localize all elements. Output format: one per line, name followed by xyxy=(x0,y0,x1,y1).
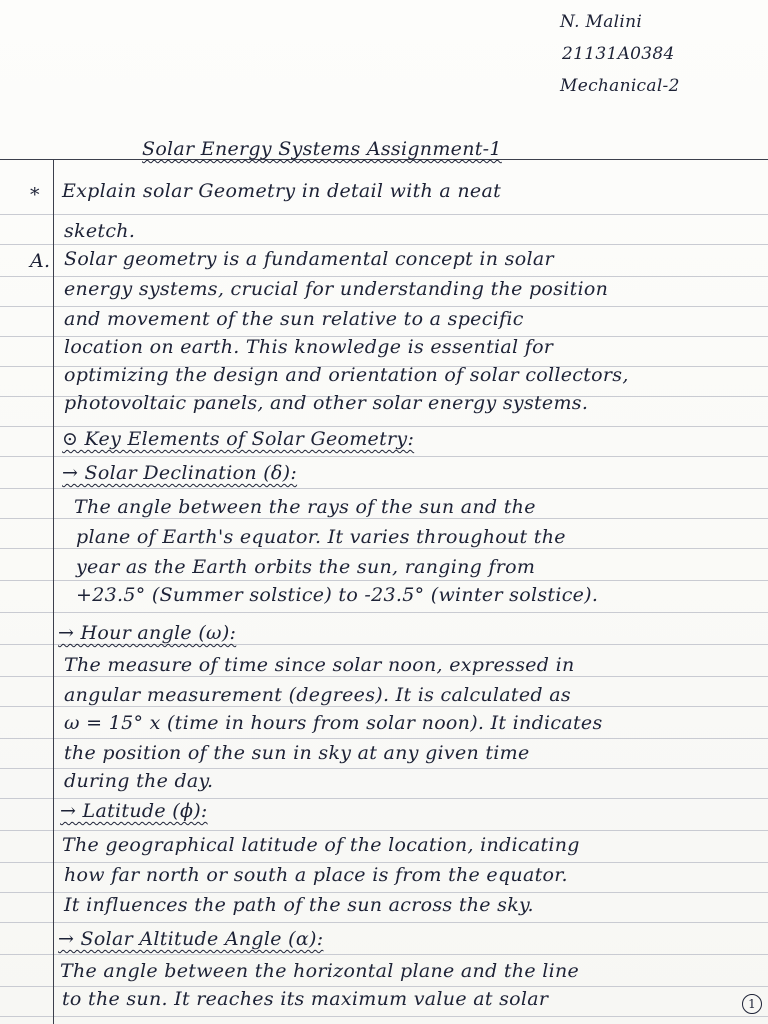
question-line: Explain solar Geometry in detail with a neat xyxy=(62,180,502,202)
ruled-line xyxy=(0,244,768,245)
section-line: +23.5° (Summer solstice) to -23.5° (winter solstice). xyxy=(76,584,599,606)
margin-rule xyxy=(53,160,54,1024)
question-marker: * xyxy=(30,184,40,206)
ruled-line xyxy=(0,706,768,707)
answer-marker: A. xyxy=(30,250,51,272)
answer-line: energy systems, crucial for understanding the position xyxy=(64,278,609,300)
ruled-line xyxy=(0,954,768,955)
ruled-line xyxy=(0,426,768,427)
answer-line: and movement of the sun relative to a specific xyxy=(64,308,524,330)
section-line: the position of the sun in sky at any given time xyxy=(64,742,530,764)
ruled-line xyxy=(0,580,768,581)
ruled-line xyxy=(0,922,768,923)
section-line: It influences the path of the sun across the sky. xyxy=(64,894,534,916)
page-title: Solar Energy Systems Assignment-1 xyxy=(142,138,502,160)
ruled-line xyxy=(0,214,768,215)
ruled-line xyxy=(0,768,768,769)
section-line: angular measurement (degrees). It is calculated as xyxy=(64,684,571,706)
section-line: year as the Earth orbits the sun, ranging from xyxy=(76,556,536,578)
ruled-line xyxy=(0,306,768,307)
ruled-line xyxy=(0,456,768,457)
ruled-line xyxy=(0,548,768,549)
section-heading-latitude: → Latitude (ϕ): xyxy=(60,800,208,822)
ruled-line xyxy=(0,830,768,831)
question-line: sketch. xyxy=(64,220,136,242)
ruled-line xyxy=(0,892,768,893)
section-line: The angle between the horizontal plane and the line xyxy=(60,960,580,982)
ruled-line xyxy=(0,276,768,277)
answer-line: optimizing the design and orientation of solar collectors, xyxy=(64,364,629,386)
section-line: plane of Earth's equator. It varies throughout the xyxy=(76,526,566,548)
roll-number: 21131A0384 xyxy=(562,44,675,64)
ruled-line xyxy=(0,518,768,519)
ruled-line xyxy=(0,798,768,799)
ruled-line xyxy=(0,612,768,613)
ruled-line xyxy=(0,862,768,863)
section-heading-hour-angle: → Hour angle (ω): xyxy=(58,622,237,644)
answer-line: photovoltaic panels, and other solar energy systems. xyxy=(64,392,589,414)
section-line: to the sun. It reaches its maximum value at solar xyxy=(62,988,549,1010)
ruled-line xyxy=(0,488,768,489)
section-line: ω = 15° x (time in hours from solar noon). It indicates xyxy=(64,712,603,734)
section-line: The measure of time since solar noon, expressed in xyxy=(64,654,575,676)
section-line: during the day. xyxy=(64,770,214,792)
answer-line: Solar geometry is a fundamental concept in solar xyxy=(64,248,554,270)
section-line: The angle between the rays of the sun and the xyxy=(74,496,536,518)
section-line: The geographical latitude of the location, indicating xyxy=(62,834,580,856)
section-line: how far north or south a place is from the equator. xyxy=(64,864,568,886)
section-heading-declination: → Solar Declination (δ): xyxy=(62,462,298,484)
page-number: 1 xyxy=(742,994,762,1014)
section-heading-altitude: → Solar Altitude Angle (α): xyxy=(58,928,324,950)
answer-line: location on earth. This knowledge is essential for xyxy=(64,336,554,358)
ruled-line xyxy=(0,738,768,739)
branch: Mechanical-2 xyxy=(560,76,680,96)
ruled-line xyxy=(0,644,768,645)
ruled-line xyxy=(0,676,768,677)
key-elements-heading: ⊙ Key Elements of Solar Geometry: xyxy=(62,428,415,450)
ruled-line xyxy=(0,986,768,987)
ruled-line xyxy=(0,1016,768,1017)
student-name: N. Malini xyxy=(560,12,643,32)
